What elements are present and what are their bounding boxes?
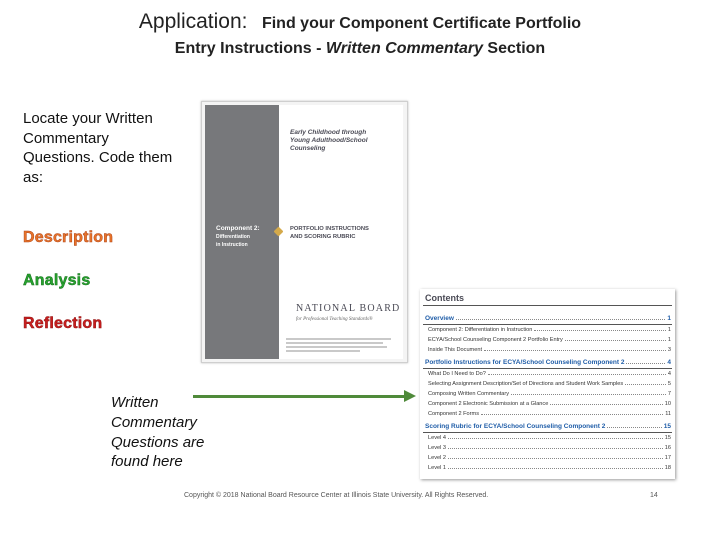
- slide-title: [0, 10, 720, 34]
- cover-cert-line1: Early Childhood through: [290, 129, 367, 136]
- toc-row: [428, 381, 671, 387]
- toc-page-number: 5: [667, 380, 671, 387]
- toc-row: [428, 445, 671, 451]
- toc-page-number: 3: [667, 347, 671, 354]
- subtitle-part2: Section: [482, 40, 546, 57]
- toc-page-number: 15: [663, 422, 671, 430]
- national-board-logo: NATIONAL BOARD: [296, 303, 401, 314]
- toc-leader-dots: [511, 391, 666, 395]
- toc-label: Level 2: [428, 455, 447, 461]
- contents-page-image: [420, 289, 675, 479]
- toc-leader-dots: [484, 347, 666, 351]
- toc-page-number: 1: [667, 327, 671, 333]
- toc-page-number: 18: [664, 465, 671, 472]
- code-analysis: Analysis: [23, 272, 91, 289]
- toc-page-number: 10: [664, 401, 671, 408]
- toc-page-number: 11: [665, 411, 671, 418]
- cover-component: [216, 225, 274, 249]
- code-description: Description: [23, 229, 114, 246]
- national-board-tagline: for Professional Teaching Standards®: [296, 317, 373, 322]
- toc-page-number: 4: [667, 358, 671, 366]
- toc-leader-dots: [448, 455, 663, 459]
- cover-portfolio-line1: PORTFOLIO INSTRUCTIONS: [290, 226, 369, 232]
- toc-divider: [423, 305, 672, 306]
- page-number: 14: [650, 492, 658, 499]
- toc-label: Composing Written Commentary: [428, 391, 510, 397]
- instructions-text: Locate your Written Commentary Questions. Code them as:: [23, 110, 173, 186]
- cover-fine-print: [286, 338, 391, 354]
- toc-page-number: 17: [664, 455, 671, 461]
- toc-label: ECYA/School Counseling Component 2 Portfolio Entry: [428, 337, 563, 344]
- toc-row: [428, 327, 671, 333]
- cover-portfolio-line2: AND SCORING RUBRIC: [290, 234, 356, 240]
- toc-label: Portfolio Instructions for ECYA/School Counseling Component 2: [425, 358, 625, 366]
- subtitle-italic: Written Commentary: [325, 40, 483, 57]
- cover-cert-line3: Counseling: [290, 145, 326, 152]
- toc-section-rule: [423, 432, 672, 433]
- toc-row: [428, 391, 671, 397]
- portfolio-cover-image: [201, 101, 408, 363]
- toc-page-number: 1: [667, 337, 671, 344]
- toc-label: Overview: [425, 315, 454, 322]
- toc-section-rule: [423, 324, 672, 325]
- toc-section: [425, 359, 671, 366]
- toc-section: [425, 423, 671, 430]
- toc-leader-dots: [534, 327, 666, 331]
- toc-leader-dots: [448, 435, 663, 439]
- toc-label: Component 2 Forms: [428, 411, 479, 418]
- toc-leader-dots: [625, 381, 666, 385]
- toc-leader-dots: [456, 315, 665, 320]
- copyright-footer: Copyright © 2018 National Board Resource Center at Illinois State University. All Rights Reserved.: [184, 492, 489, 499]
- toc-leader-dots: [488, 371, 666, 375]
- toc-leader-dots: [565, 337, 666, 341]
- toc-page-number: 15: [664, 434, 671, 441]
- toc-row: [428, 337, 671, 343]
- title-prefix: Application:: [138, 10, 248, 33]
- toc-leader-dots: [448, 465, 663, 469]
- toc-section-rule: [423, 368, 672, 369]
- toc-leader-dots: [607, 423, 661, 428]
- toc-row: [428, 411, 671, 417]
- slide-subtitle: [0, 40, 720, 58]
- cover-portfolio-instructions: [290, 225, 400, 241]
- toc-label: Inside This Document: [428, 347, 482, 354]
- toc-page-number: 1: [667, 315, 671, 322]
- arrow-right-icon: [404, 390, 416, 402]
- toc-leader-dots: [481, 411, 663, 415]
- toc-label: Level 1: [428, 465, 447, 472]
- cover-certificate-title: [290, 129, 390, 153]
- code-reflection: Reflection: [23, 315, 103, 332]
- cover-component-sub2: in Instruction: [216, 242, 248, 248]
- toc-label: Component 2: Differentiation in Instruction: [428, 327, 533, 333]
- title-main: Find your Component Certificate Portfolio: [261, 15, 582, 32]
- toc-leader-dots: [550, 401, 662, 405]
- toc-page-number: 16: [664, 444, 671, 451]
- toc-label: Scoring Rubric for ECYA/School Counseling Component 2: [425, 422, 606, 430]
- found-here-text: Written Commentary Questions are found here: [111, 394, 205, 471]
- toc-label: Component 2 Electronic Submission at a Glance: [428, 401, 549, 408]
- subtitle-part1: Entry Instructions -: [174, 40, 326, 57]
- toc-label: Selecting Assignment Description/Set of Directions and Student Work Samples: [428, 380, 624, 387]
- toc-row: [428, 465, 671, 471]
- toc-row: [428, 347, 671, 353]
- toc-label: What Do I Need to Do?: [428, 370, 486, 377]
- toc-page-number: 4: [667, 370, 671, 377]
- cover-component-sub1: Differentiation: [216, 234, 250, 240]
- toc-heading: Contents: [425, 293, 464, 303]
- toc-leader-dots: [626, 359, 665, 364]
- toc-page-number: 7: [667, 391, 671, 397]
- toc-row: [428, 371, 671, 377]
- toc-row: [428, 455, 671, 461]
- toc-row: [428, 435, 671, 441]
- cover-cert-line2: Young Adulthood/School: [290, 137, 368, 144]
- toc-leader-dots: [448, 445, 663, 449]
- cover-component-title: Component 2:: [216, 225, 260, 232]
- toc-label: Level 4: [428, 434, 447, 441]
- toc-label: Level 3: [428, 444, 447, 451]
- toc-section: [425, 315, 671, 322]
- toc-row: [428, 401, 671, 407]
